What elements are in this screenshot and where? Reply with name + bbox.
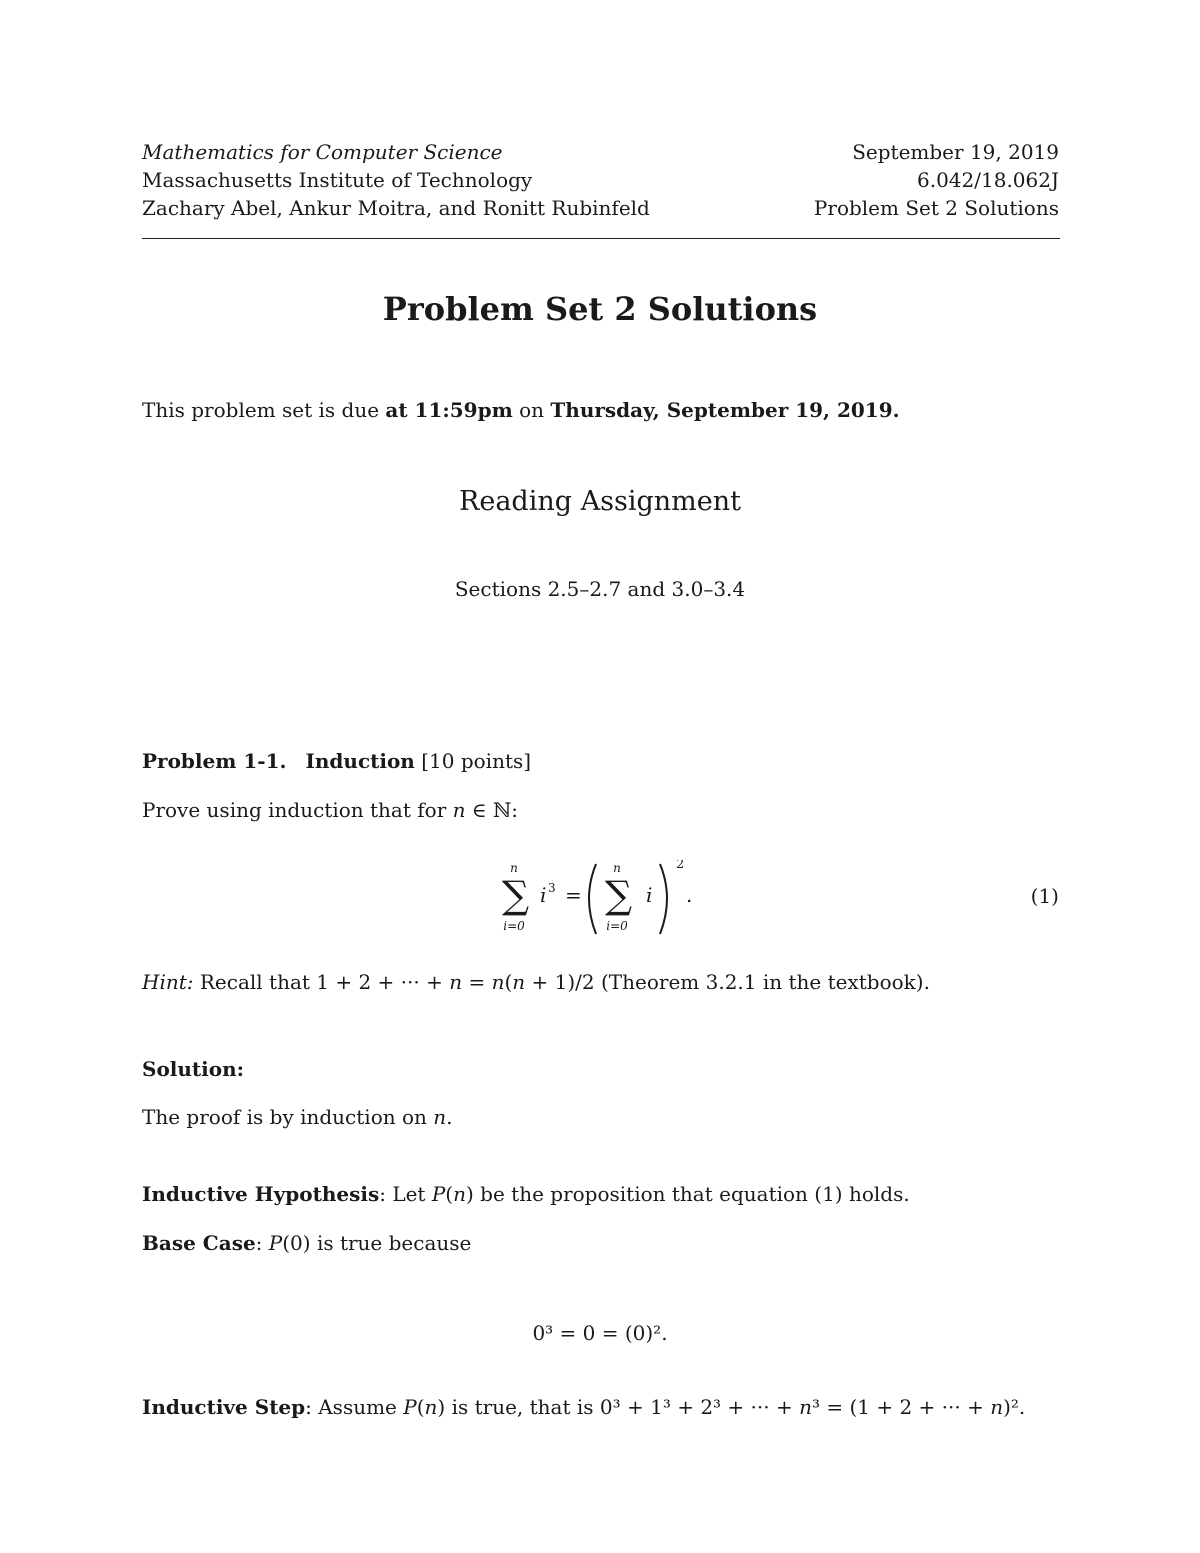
svg-text:3: 3 bbox=[548, 881, 556, 895]
base-p: P bbox=[268, 1231, 283, 1255]
step-n3: n bbox=[990, 1395, 1004, 1419]
hint-text-b: = bbox=[462, 970, 492, 994]
hint-text-a: Recall that 1 + 2 + ··· + bbox=[193, 970, 450, 994]
ih-label: Inductive Hypothesis bbox=[142, 1182, 380, 1206]
equation-number: (1) bbox=[1030, 884, 1059, 908]
hint-label: Hint: bbox=[142, 970, 194, 994]
step-label: Inductive Step bbox=[142, 1395, 306, 1419]
reading-heading: Reading Assignment bbox=[459, 486, 741, 517]
due-day: Thursday, September 19, 2019. bbox=[550, 398, 900, 422]
authors: Zachary Abel, Ankur Moitra, and Ronitt Rubinfeld bbox=[142, 196, 650, 220]
reading-sections: Sections 2.5–2.7 and 3.0–3.4 bbox=[454, 577, 746, 601]
svg-text:i=0: i=0 bbox=[606, 919, 628, 933]
step-text-c: ) is true, that is 0³ + 1³ + 2³ + ··· + bbox=[437, 1395, 800, 1419]
problem-heading bbox=[142, 747, 531, 775]
page-title: Problem Set 2 Solutions bbox=[382, 290, 818, 328]
svg-text:n: n bbox=[510, 861, 518, 875]
hint-var-2: n bbox=[491, 970, 505, 994]
step-text-b: ( bbox=[416, 1395, 425, 1419]
base-case bbox=[142, 1229, 471, 1257]
due-time: at 11:59pm bbox=[385, 398, 513, 422]
statement-var: n bbox=[452, 798, 466, 822]
ih-p: P bbox=[431, 1182, 446, 1206]
doc-label: Problem Set 2 Solutions bbox=[813, 196, 1059, 220]
hint-text-d: + 1)/2 (Theorem 3.2.1 in the textbook). bbox=[525, 970, 930, 994]
inductive-step bbox=[142, 1393, 1025, 1421]
svg-text:2: 2 bbox=[676, 860, 685, 872]
problem-points: [10 points] bbox=[421, 749, 532, 773]
solution-intro bbox=[142, 1103, 453, 1131]
svg-text:∑: ∑ bbox=[502, 873, 530, 917]
svg-text:=: = bbox=[565, 883, 582, 907]
equation-1 bbox=[500, 860, 710, 940]
equation-1-graphic bbox=[500, 860, 710, 940]
problem-name: Induction bbox=[305, 749, 415, 773]
step-p: P bbox=[403, 1395, 417, 1419]
svg-text:i: i bbox=[646, 883, 653, 907]
ih-text-b: ( bbox=[445, 1182, 454, 1206]
base-equation: 0³ = 0 = (0)². bbox=[532, 1321, 668, 1345]
step-text-e: )². bbox=[1003, 1395, 1026, 1419]
hint bbox=[142, 968, 930, 996]
solution-label bbox=[142, 1055, 244, 1083]
svg-text:.: . bbox=[686, 883, 693, 907]
intro-text-a: The proof is by induction on bbox=[142, 1105, 434, 1129]
institution: Massachusetts Institute of Technology bbox=[142, 168, 533, 192]
intro-var: n bbox=[433, 1105, 447, 1129]
svg-text:i: i bbox=[540, 883, 547, 907]
course-number: 6.042/18.062J bbox=[917, 168, 1059, 192]
ih-text-c: ) be the proposition that equation (1) holds. bbox=[466, 1182, 910, 1206]
header-date: September 19, 2019 bbox=[852, 140, 1059, 164]
problem-statement bbox=[142, 796, 518, 824]
problem-label: Problem 1-1. bbox=[142, 749, 287, 773]
svg-text:∑: ∑ bbox=[605, 873, 633, 917]
course-name: Mathematics for Computer Science bbox=[142, 140, 503, 164]
due-mid: on bbox=[512, 398, 551, 422]
base-text-a: : bbox=[255, 1231, 269, 1255]
svg-text:n: n bbox=[613, 861, 621, 875]
header-rule bbox=[142, 238, 1060, 239]
due-line bbox=[142, 396, 900, 424]
inductive-hypothesis bbox=[142, 1180, 910, 1208]
solution-label-text: Solution: bbox=[142, 1057, 245, 1081]
statement-text: Prove using induction that for bbox=[142, 798, 453, 822]
statement-set: ∈ ℕ: bbox=[465, 798, 519, 822]
ih-n: n bbox=[453, 1182, 466, 1206]
ih-text-a: : Let bbox=[379, 1182, 432, 1206]
svg-text:i=0: i=0 bbox=[503, 919, 525, 933]
hint-var-1: n bbox=[449, 970, 463, 994]
step-n2: n bbox=[799, 1395, 812, 1419]
base-text-b: (0) is true because bbox=[282, 1231, 472, 1255]
intro-text-b: . bbox=[446, 1105, 453, 1129]
base-label: Base Case bbox=[142, 1231, 256, 1255]
due-prefix: This problem set is due bbox=[142, 398, 386, 422]
step-text-d: ³ = (1 + 2 + ··· + bbox=[811, 1395, 991, 1419]
hint-text-c: ( bbox=[504, 970, 513, 994]
step-text-a: : Assume bbox=[305, 1395, 404, 1419]
step-n: n bbox=[424, 1395, 438, 1419]
hint-var-3: n bbox=[512, 970, 526, 994]
